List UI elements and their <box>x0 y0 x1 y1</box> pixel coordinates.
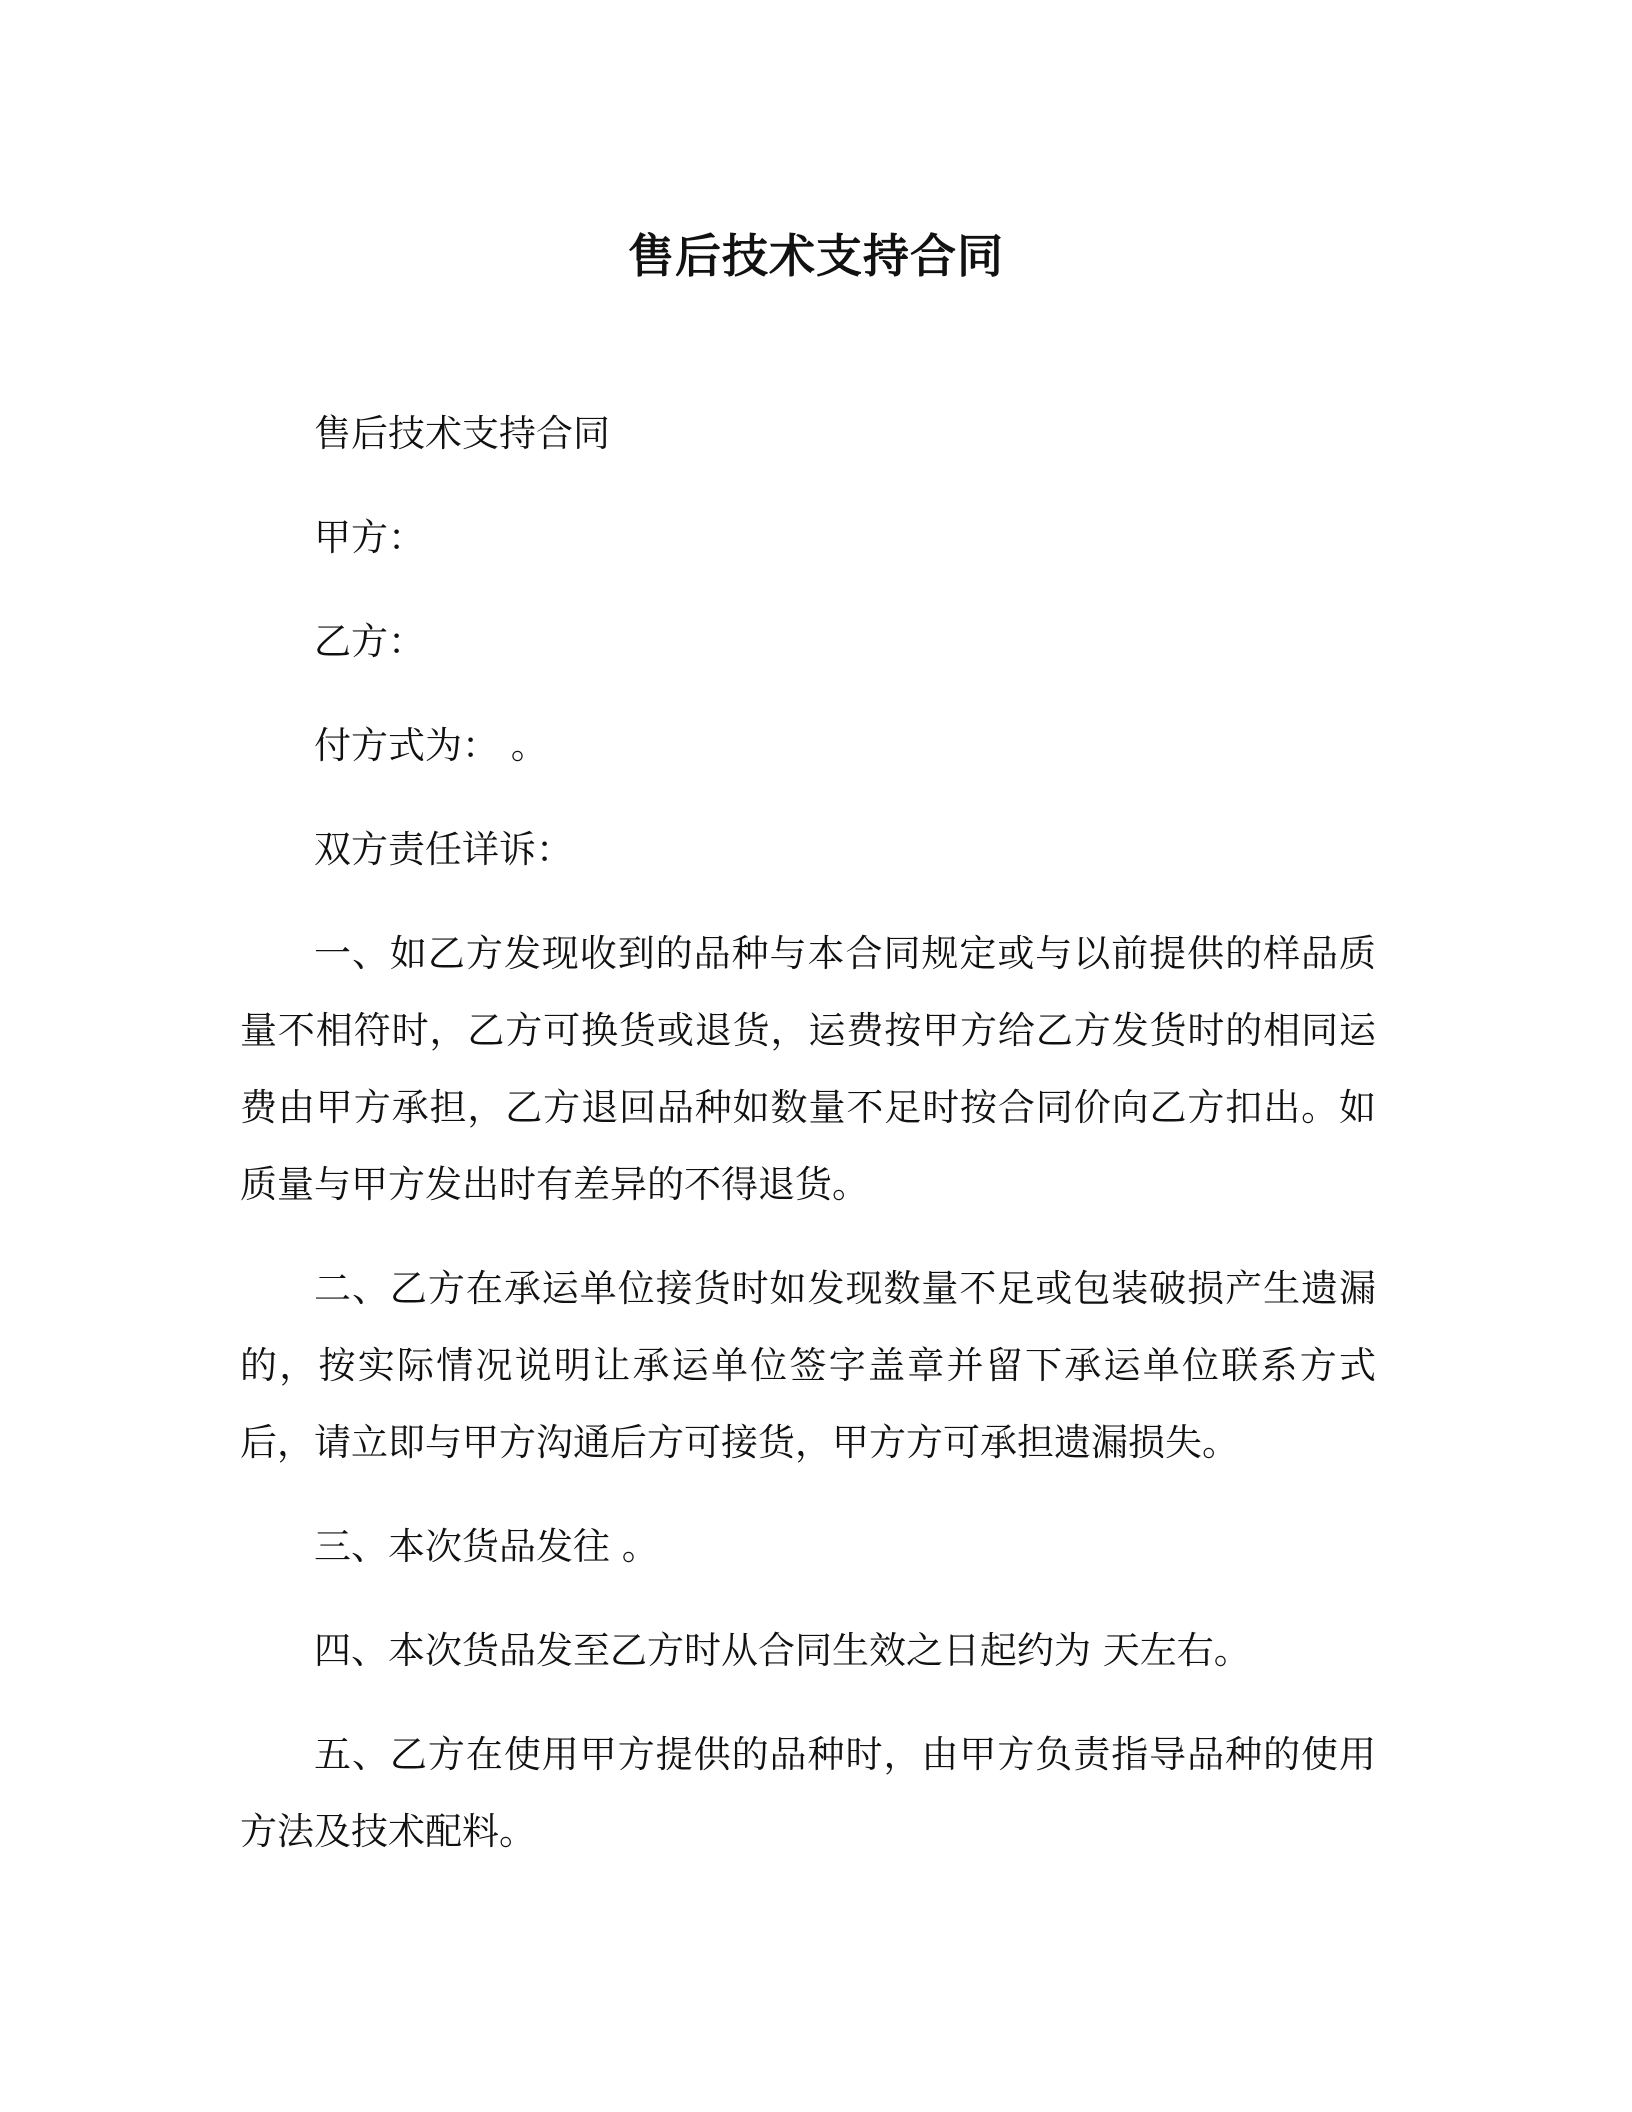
party-a-line: 甲方： <box>314 516 425 559</box>
clause-2: 二、乙方在承运单位接货时如发现数量不足或包装破损产生遗漏的，按实际情况说明让承运单位签字盖章并留下承运单位联系方式后，请立即与甲方沟通后方可接货，甲方方可承担遗漏损失。 <box>240 1267 1376 1464</box>
payment-method-line: 付方式为： 。 <box>314 724 548 767</box>
responsibilities-heading: 双方责任详诉： <box>314 828 573 871</box>
clause-3: 三、本次货品发往 。 <box>314 1525 659 1568</box>
document-title: 售后技术支持合同 <box>628 229 1004 283</box>
party-b-line: 乙方： <box>314 620 425 663</box>
document-body <box>240 395 1376 1897</box>
clause-5: 五、乙方在使用甲方提供的品种时，由甲方负责指导品种的使用方法及技术配料。 <box>240 1733 1376 1853</box>
heading-line: 售后技术支持合同 <box>314 412 610 455</box>
clause-1: 一、如乙方发现收到的品种与本合同规定或与以前提供的样品质量不相符时，乙方可换货或退货，运费按甲方给乙方发货时的相同运费由甲方承担，乙方退回品种如数量不足时按合同价向乙方扣出。如质量与甲方发出时有差异的不得退货。 <box>240 932 1376 1206</box>
clause-4: 四、本次货品发至乙方时从合同生效之日起约为 天左右。 <box>314 1629 1251 1672</box>
